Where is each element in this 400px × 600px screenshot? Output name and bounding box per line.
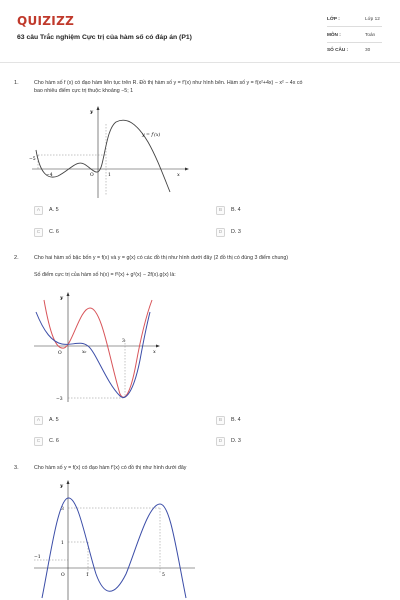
option-marker: A (34, 416, 43, 425)
divider (327, 26, 382, 27)
graph1-tick-minus4: −4 (46, 173, 53, 178)
divider (327, 42, 382, 43)
question-1-graph (30, 102, 195, 202)
graph1-x-label: x (177, 172, 180, 178)
quizizz-logo: QUIZIZZ (17, 14, 75, 28)
graph2-x-label: x (153, 349, 156, 355)
graph3-y-label: y (60, 483, 63, 489)
question-3-text: Cho hàm số y = f(x) có đạo hàm f′(x) có đồ thị như hình dưới đây (34, 465, 187, 471)
graph1-tick-1: 1 (108, 173, 111, 178)
question-2-graph (30, 290, 170, 405)
graph1-curve-label: y = f′(x) (142, 133, 161, 138)
option-marker: A (34, 206, 43, 215)
option-marker: D (216, 228, 225, 237)
option-marker: B (216, 416, 225, 425)
question-1-number: 1. (14, 80, 19, 86)
graph1-y-label: y (90, 109, 93, 115)
option-marker: C (34, 228, 43, 237)
option-marker: B (216, 206, 225, 215)
graph3-tick-5: 5 (162, 573, 165, 578)
question-2-text: Cho hai hàm số bậc bốn y = f(x) và y = g(x) có các đồ thị như hình dưới đây (2 đồ thị có đúng 3 điểm chung) Số điểm cực trị của hàm số h(x) = f²(x) + g²(x) − 2f(x).g(x) là: (34, 255, 289, 278)
document-title: 63 câu Trắc nghiệm Cực trị của hàm số có đáp án (P1) (17, 34, 192, 41)
graph2-tick-x0: x₀ (82, 350, 87, 355)
question-3-graph (30, 478, 200, 600)
option-marker: C (34, 437, 43, 446)
option-marker: D (216, 437, 225, 446)
graph2-y-label: y (60, 295, 63, 301)
header-divider (0, 62, 400, 63)
graph3-tick-minus1: −1 (34, 555, 41, 560)
graph3-tick-origin: O (61, 573, 65, 578)
graph2-tick-origin: O (58, 351, 62, 356)
graph1-tick-origin: O (90, 173, 94, 178)
page-header: QUIZIZZ 63 câu Trắc nghiệm Cực trị của hàm số có đáp án (P1) LỚP : Lớp 12 MÔN : Toán SỐ CÂU : 30 (0, 0, 400, 62)
graph3-tick-y1: 1 (61, 541, 64, 546)
graph3-tick-3: 3 (61, 507, 64, 512)
graph2-tick-3: 3 (122, 339, 125, 344)
graph1-tick-minus5: −5 (29, 157, 36, 162)
question-3-number: 3. (14, 465, 19, 471)
graph2-tick-minus3: −3 (56, 397, 63, 402)
graph3-tick-x1: 1 (86, 573, 89, 578)
question-2-number: 2. (14, 255, 19, 261)
question-1-text: Cho hàm số f (x) có đạo hàm liên tục trên R. Đồ thị hàm số y = f′(x) như hình bên. Hàm số y = f(x²+4x) − x² − 4x có bao nhiêu điểm cực trị thuộc khoảng −5; 1 (34, 80, 303, 94)
